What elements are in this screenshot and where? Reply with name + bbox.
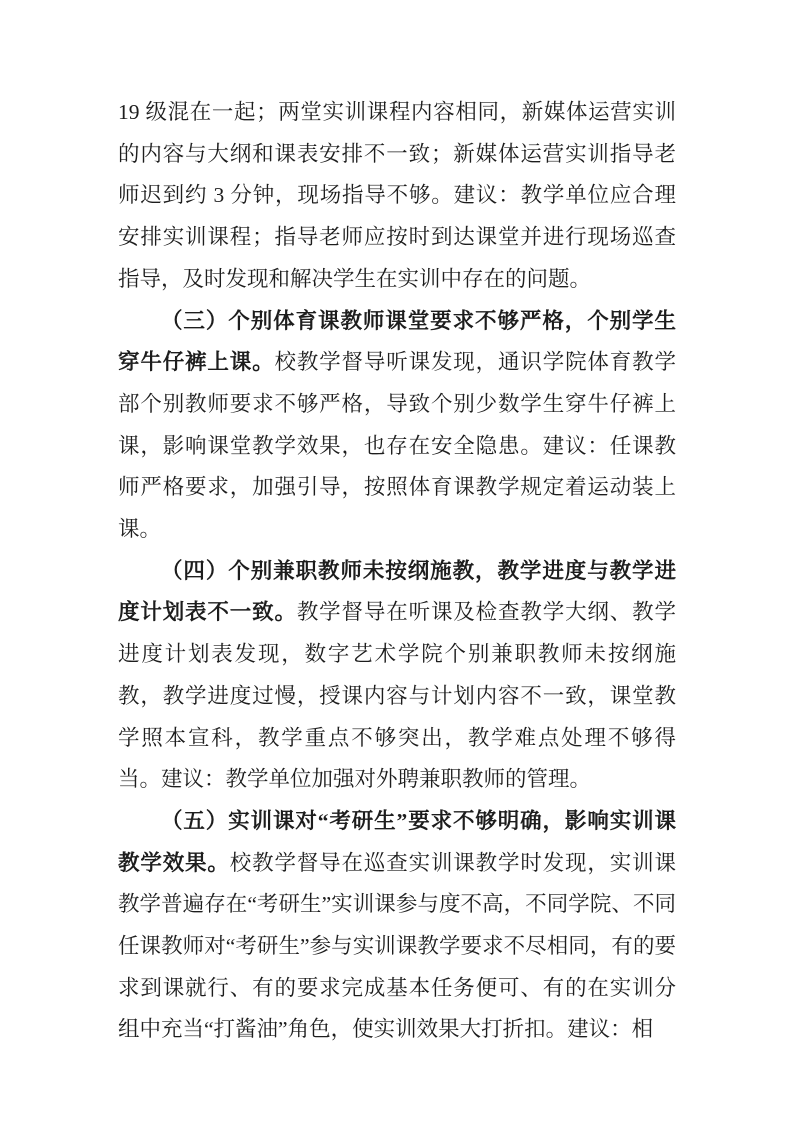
paragraph-text: 校教学督导在巡查实训课教学时发现，实训课教学普遍存在“考研生”实训课参与度不高，不同学院、不同任课教师对“考研生”参与实训课教学要求不尽相同，有的要求到课就行、有的要求完成基本任务便可、有的在实训分组中充当“打酱油”角色，使实训效果大打折扣。建议：相 — [118, 850, 676, 1042]
section-3-heading: （三）个别体育课教师课堂要求不够严格，个别学生穿牛仔裤上课。 — [118, 308, 676, 375]
paragraph-text: 19 级混在一起；两堂实训课程内容相同，新媒体运营实训的内容与大纲和课表安排不一致；新媒体运营实训指导老师迟到约 3 分钟，现场指导不够。建议：教学单位应合理安排实训课程；指导老师应按时到达课堂并进行现场巡查指导，及时发现和解决学生在实训中存在的问题。 — [118, 100, 676, 291]
paragraph-continuation — [118, 92, 676, 301]
paragraph-section-3 — [118, 301, 676, 551]
paragraph-text: 教学督导在听课及检查教学大纲、教学进度计划表发现，数字艺术学院个别兼职教师未按纲施教，教学进度过慢，授课内容与计划内容不一致，课堂教学照本宣科，教学重点不够突出，教学难点处理不够得当。建议：教学单位加强对外聘兼职教师的管理。 — [118, 600, 676, 792]
document-content — [118, 92, 676, 1051]
section-4-heading: （四）个别兼职教师未按纲施教，教学进度与教学进度计划表不一致。 — [118, 558, 676, 625]
paragraph-section-4 — [118, 551, 676, 801]
section-5-heading: （五）实训课对“考研生”要求不够明确，影响实训课教学效果。 — [118, 808, 676, 875]
paragraph-text: 校教学督导听课发现，通识学院体育教学部个别教师要求不够严格，导致个别少数学生穿牛仔裤上课，影响课堂教学效果，也存在安全隐患。建议：任课教师严格要求，加强引导，按照体育课教学规定着运动装上课。 — [118, 350, 676, 542]
paragraph-section-5 — [118, 801, 676, 1051]
